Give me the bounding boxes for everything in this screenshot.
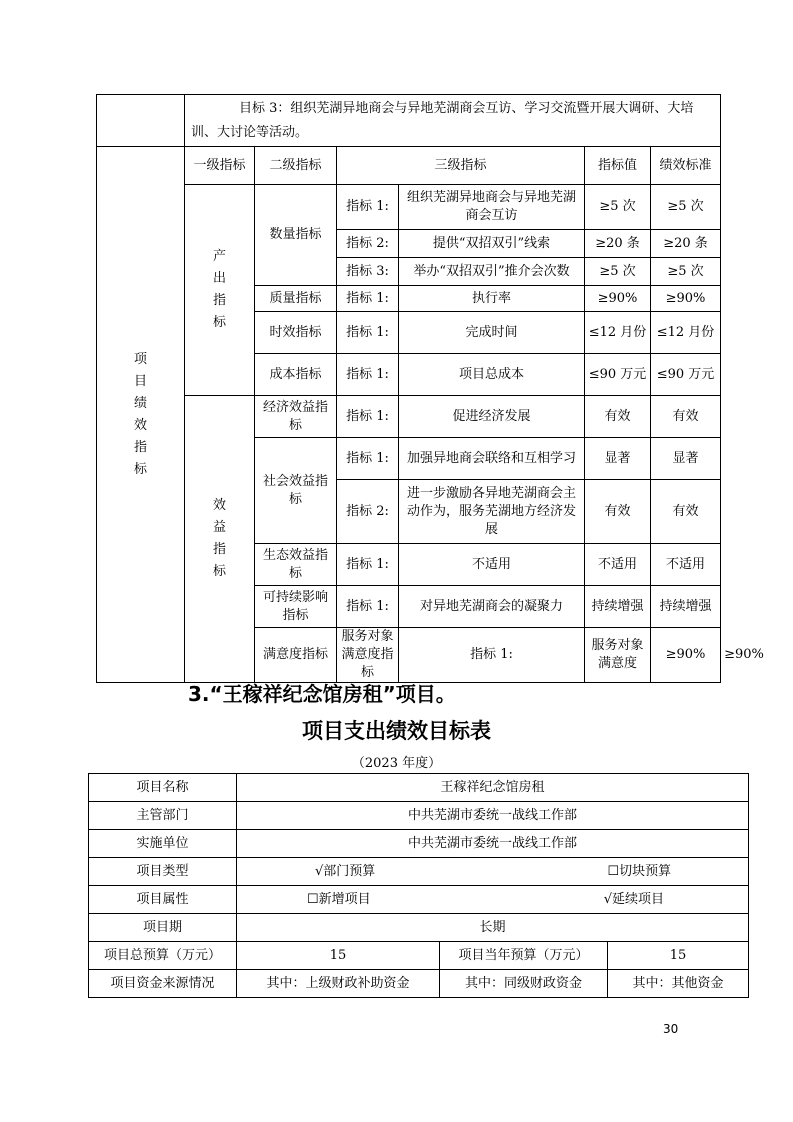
attr-new-project-option: ☐新增项目 [237, 886, 440, 914]
indicator-index: 指标 2: [337, 480, 399, 544]
blank-cell [97, 95, 185, 147]
ecological-benefit-indicator: 生态效益指标 [255, 544, 337, 586]
service-satisfaction-indicator: 服务对象满意度指标 [337, 628, 399, 683]
indicator-index: 指标 1: [337, 312, 399, 354]
indicator-standard: ≥90% [651, 286, 721, 312]
indicator-index: 指标 1: [337, 354, 399, 396]
indicator-standard: ≤12 月份 [651, 312, 721, 354]
project-type-label: 项目类型 [89, 858, 237, 886]
header-level1: 一级指标 [185, 147, 255, 185]
indicator-name: 执行率 [399, 286, 585, 312]
annual-budget-label: 项目当年预算（万元） [440, 942, 608, 970]
indicator-standard: ≥5 次 [651, 258, 721, 286]
dept-value: 中共芜湖市委统一战线工作部 [237, 802, 749, 830]
indicator-index: 指标 3: [337, 258, 399, 286]
indicator-value: ≥5 次 [585, 258, 651, 286]
total-budget-label: 项目总预算（万元） [89, 942, 237, 970]
indicator-standard: 不适用 [651, 544, 721, 586]
indicator-index: 指标 1: [337, 185, 399, 230]
indicator-name: 加强异地商会联络和互相学习 [399, 438, 585, 480]
indicator-index: 指标 1: [337, 286, 399, 312]
project-name-value: 王稼祥纪念馆房租 [237, 774, 749, 802]
budget-info-table [88, 773, 749, 998]
indicator-standard: 显著 [651, 438, 721, 480]
table-year: （2023 年度） [351, 756, 442, 771]
indicator-value: ≥20 条 [585, 230, 651, 258]
sustainability-indicator: 可持续影响指标 [255, 586, 337, 628]
attr-continuing-project-option: √延续项目 [440, 886, 749, 914]
indicator-index: 指标 2: [337, 230, 399, 258]
indicator-standard: 持续增强 [651, 586, 721, 628]
header-standard: 绩效标准 [651, 147, 721, 185]
project-period-label: 项目期 [89, 914, 237, 942]
indicator-name: 组织芜湖异地商会与异地芜湖商会互访 [399, 185, 585, 230]
impl-unit-value: 中共芜湖市委统一战线工作部 [237, 830, 749, 858]
indicator-index: 指标 1: [337, 544, 399, 586]
indicator-value: ≤12 月份 [585, 312, 651, 354]
indicator-index: 指标 1: [399, 628, 585, 683]
indicator-value: ≥90% [651, 628, 721, 683]
annual-budget-value: 15 [608, 942, 749, 970]
fund-source-superior: 其中：上级财政补助资金 [237, 970, 440, 998]
indicator-name: 提供“双招双引”线索 [399, 230, 585, 258]
indicator-name: 对异地芜湖商会的凝聚力 [399, 586, 585, 628]
header-value: 指标值 [585, 147, 651, 185]
indicator-name: 进一步激励各异地芜湖商会主动作为，服务芜湖地方经济发展 [399, 480, 585, 544]
project-name-label: 项目名称 [89, 774, 237, 802]
indicator-value: ≥90% [585, 286, 651, 312]
indicator-name: 不适用 [399, 544, 585, 586]
timeliness-indicator: 时效指标 [255, 312, 337, 354]
quality-indicator: 质量指标 [255, 286, 337, 312]
indicator-standard: ≥20 条 [651, 230, 721, 258]
satisfaction-indicator-label: 满意度指标 [255, 628, 337, 683]
indicator-standard: ≤90 万元 [651, 354, 721, 396]
fund-source-label: 项目资金来源情况 [89, 970, 237, 998]
type-department-budget-option: √部门预算 [237, 858, 608, 886]
quantity-indicator: 数量指标 [255, 185, 337, 286]
page-number: 30 [663, 1022, 679, 1036]
benefit-indicator-label: 效 益 指 标 [185, 396, 255, 683]
cost-indicator: 成本指标 [255, 354, 337, 396]
fund-source-other: 其中：其他资金 [608, 970, 749, 998]
indicator-value: 不适用 [585, 544, 651, 586]
indicator-standard: 有效 [651, 396, 721, 438]
indicator-index: 指标 1: [337, 438, 399, 480]
indicator-standard: ≥5 次 [651, 185, 721, 230]
indicator-value: 显著 [585, 438, 651, 480]
indicator-value: 有效 [585, 396, 651, 438]
indicator-value: ≥5 次 [585, 185, 651, 230]
indicator-name: 完成时间 [399, 312, 585, 354]
indicator-index: 指标 1: [337, 396, 399, 438]
table-row: 满意度指标 服务对象满意度指标 指标 1: 服务对象满意度 ≥90% ≥90% [97, 628, 721, 683]
indicator-standard: 有效 [651, 480, 721, 544]
goal-3-text: 目标 3：组织芜湖异地商会与异地芜湖商会互访、学习交流暨开展大调研、大培训、大讨论等活动。 [185, 95, 721, 147]
project-period-value: 长期 [237, 914, 749, 942]
indicator-name: 举办“双招双引”推介会次数 [399, 258, 585, 286]
fund-source-same-level: 其中：同级财政资金 [440, 970, 608, 998]
table-row [97, 396, 721, 438]
header-level2: 二级指标 [255, 147, 337, 185]
section-heading: 3.“王稼祥纪念馆房租”项目。 [188, 682, 456, 706]
project-attribute-label: 项目属性 [89, 886, 237, 914]
table-title: 项目支出绩效目标表 [302, 719, 491, 743]
table-row [97, 185, 721, 230]
indicator-name: 项目总成本 [399, 354, 585, 396]
header-level3: 三级指标 [337, 147, 585, 185]
output-indicator-label: 产 出 指 标 [185, 185, 255, 396]
indicator-value: 持续增强 [585, 586, 651, 628]
indicator-name: 促进经济发展 [399, 396, 585, 438]
type-block-budget-option: ☐切块预算 [608, 858, 749, 886]
performance-indicator-table [96, 94, 764, 683]
social-benefit-indicator: 社会效益指标 [255, 438, 337, 544]
indicator-name: 服务对象满意度 [585, 628, 651, 683]
project-performance-indicator-label: 项 目 绩 效 指 标 [97, 147, 185, 683]
impl-unit-label: 实施单位 [89, 830, 237, 858]
indicator-value: ≤90 万元 [585, 354, 651, 396]
total-budget-value: 15 [237, 942, 440, 970]
indicator-value: 有效 [585, 480, 651, 544]
dept-label: 主管部门 [89, 802, 237, 830]
indicator-index: 指标 1: [337, 586, 399, 628]
economic-benefit-indicator: 经济效益指标 [255, 396, 337, 438]
